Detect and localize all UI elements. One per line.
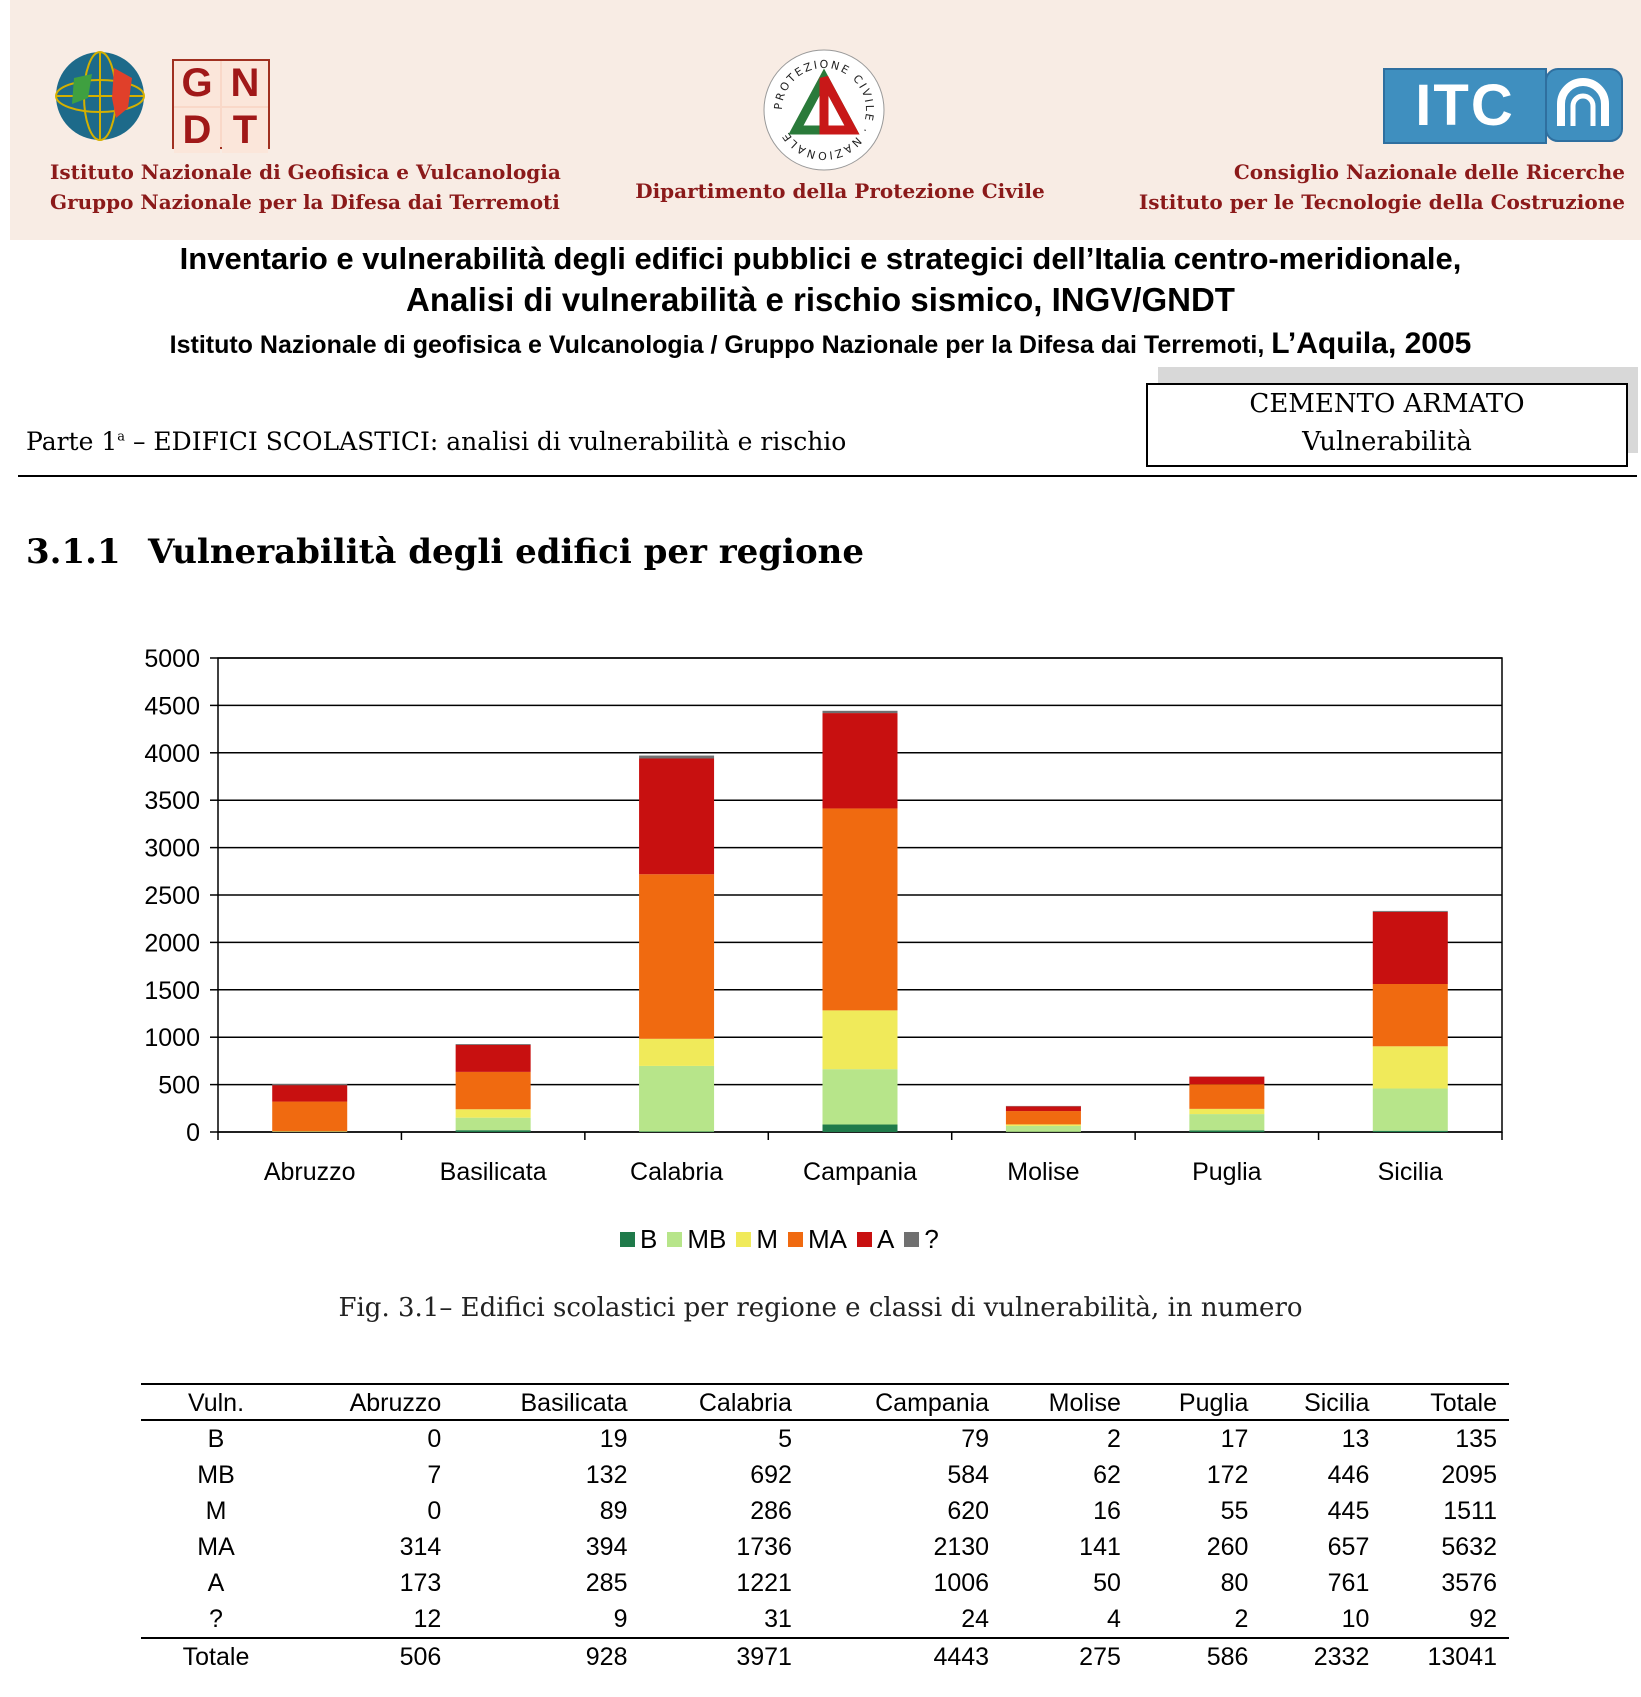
table-header-row <box>141 1384 1509 1420</box>
legend-label: M <box>756 1224 779 1254</box>
itc-logo <box>1383 68 1623 144</box>
cnr-swirl-icon <box>1545 68 1623 144</box>
table-cell: 10 <box>1341 1604 1370 1633</box>
cnr-institution <box>1139 157 1625 217</box>
document-title-line3 <box>0 327 1641 361</box>
chart-legend <box>620 1224 949 1255</box>
table-cell: 1511 <box>1443 1496 1497 1525</box>
table-cell: 132 <box>585 1460 628 1489</box>
bar-segment <box>456 1109 531 1117</box>
legend-label: ? <box>924 1224 939 1254</box>
bar-segment <box>272 1085 347 1101</box>
table-total-cell: 2332 <box>1260 1638 1381 1675</box>
table-total-row <box>141 1638 1509 1675</box>
table-column-header: Molise <box>1001 1384 1133 1420</box>
legend-swatch <box>620 1232 635 1247</box>
table-cell: 657 <box>1327 1532 1370 1561</box>
table-cell: 5 <box>778 1424 792 1453</box>
table-total-cell: 928 <box>453 1638 639 1675</box>
bar-segment <box>1006 1111 1081 1124</box>
part-text: – EDIFICI SCOLASTICI: analisi di vulnerabilità e rischio <box>125 427 847 456</box>
bar-segment <box>1373 984 1448 1046</box>
table-cell: 1006 <box>933 1568 990 1597</box>
table-cell: 620 <box>947 1496 990 1525</box>
y-tick-label: 4500 <box>144 692 200 721</box>
table-total-cell: Totale <box>141 1638 291 1675</box>
bar-segment <box>272 1131 347 1132</box>
bar-segment <box>1189 1077 1264 1085</box>
part-heading <box>26 427 846 456</box>
table-cell: 92 <box>1469 1604 1497 1633</box>
bar-segment <box>1006 1124 1081 1126</box>
table-cell: 260 <box>1206 1532 1249 1561</box>
topic-material: CEMENTO ARMATO <box>1249 389 1525 419</box>
section-heading <box>26 532 864 572</box>
bar-segment <box>456 1118 531 1131</box>
table-cell: 24 <box>961 1604 990 1633</box>
publication-place-year: L’Aquila, 2005 <box>1271 327 1472 360</box>
topic-subject: Vulnerabilità <box>1302 427 1472 457</box>
y-tick-label: 2000 <box>144 929 200 958</box>
legend-item <box>857 1224 894 1255</box>
bar-segment <box>456 1130 531 1132</box>
table-cell: 0 <box>427 1496 442 1525</box>
itc-logo-text: ITC <box>1383 68 1547 144</box>
document-title-line2: Analisi di vulnerabilità e rischio sismico, INGV/GNDT <box>406 281 1235 318</box>
ingv-globe-logo <box>54 48 146 144</box>
legend-swatch <box>857 1232 872 1247</box>
table-cell: 79 <box>961 1424 990 1453</box>
gndt-letter: G <box>174 61 220 106</box>
gndt-letter: T <box>222 108 268 153</box>
publisher: Istituto Nazionale di geofisica e Vulcanologia / Gruppo Nazionale per la Difesa dai Terremoti, <box>169 331 1265 359</box>
table-cell: 761 <box>1327 1568 1370 1597</box>
table-cell: 445 <box>1327 1496 1370 1525</box>
table-cell: MB <box>197 1460 235 1489</box>
table-cell: M <box>205 1496 227 1525</box>
table-column-header: Vuln. <box>141 1384 291 1420</box>
legend-label: B <box>640 1224 658 1254</box>
gndt-name: Gruppo Nazionale per la Difesa dai Terremoti <box>50 190 560 214</box>
protezione-civile-institution: Dipartimento della Protezione Civile <box>635 179 1045 203</box>
table-cell: 89 <box>599 1496 628 1525</box>
part-ordinal: a <box>117 429 126 445</box>
bar-segment <box>1189 1130 1264 1132</box>
table-cell: 446 <box>1327 1460 1370 1489</box>
table-cell: 692 <box>750 1460 792 1489</box>
section-title: Vulnerabilità degli edifici per regione <box>148 532 864 572</box>
legend-swatch <box>736 1232 751 1247</box>
table-column-header: Puglia <box>1133 1384 1261 1420</box>
bar-segment <box>1189 1084 1264 1109</box>
y-tick-label: 500 <box>158 1071 200 1100</box>
bar-segment <box>639 1039 714 1066</box>
table-total-cell: 275 <box>1001 1638 1133 1675</box>
table-column-header: Sicilia <box>1260 1384 1381 1420</box>
table-cell: 16 <box>1093 1496 1121 1525</box>
x-tick-label: Abruzzo <box>263 1158 356 1186</box>
table-column-header: Calabria <box>640 1384 804 1420</box>
bar-segment <box>639 756 714 759</box>
table-cell: 141 <box>1079 1532 1121 1561</box>
legend-item <box>736 1224 778 1255</box>
y-tick-label: 0 <box>186 1119 200 1147</box>
table-cell: 1221 <box>736 1568 792 1597</box>
bar-segment <box>823 711 898 713</box>
figure-caption: Fig. 3.1– Edifici scolastici per regione e classi di vulnerabilità, in numero <box>338 1293 1303 1323</box>
bar-segment <box>456 1072 531 1109</box>
bar-segment <box>456 1045 531 1072</box>
bar-segment <box>1189 1109 1264 1114</box>
gndt-letter: D <box>174 108 220 153</box>
x-tick-label: Basilicata <box>439 1158 547 1186</box>
legend-item <box>788 1224 847 1255</box>
x-tick-label: Sicilia <box>1377 1158 1443 1186</box>
gndt-logo <box>172 59 270 152</box>
bar-segment <box>272 1102 347 1132</box>
bar-segment <box>639 1066 714 1132</box>
bar-segment <box>1373 1046 1448 1088</box>
bar-segment <box>823 713 898 808</box>
table-column-header: Totale <box>1381 1384 1509 1420</box>
table-cell: 55 <box>1220 1496 1249 1525</box>
table-row <box>141 1457 1509 1493</box>
x-tick-label: Campania <box>803 1158 917 1186</box>
table-cell: B <box>207 1424 225 1453</box>
table-cell: 62 <box>1093 1460 1121 1489</box>
table-total-cell: 586 <box>1133 1638 1261 1675</box>
legend-item <box>904 1224 938 1255</box>
table-cell: 1736 <box>736 1532 792 1561</box>
gndt-letter: N <box>222 61 268 106</box>
table-cell: 4 <box>1106 1604 1121 1633</box>
table-cell: 394 <box>585 1532 628 1561</box>
bar-segment <box>1006 1106 1081 1111</box>
y-tick-label: 3000 <box>144 834 200 863</box>
table-cell: 285 <box>585 1568 628 1597</box>
table-cell: 13 <box>1341 1424 1370 1453</box>
table-cell: 2095 <box>1441 1460 1497 1489</box>
table-total-cell: 13041 <box>1381 1638 1509 1675</box>
legend-swatch <box>667 1232 682 1247</box>
table-total-cell: 3971 <box>640 1638 804 1675</box>
table-cell: 3576 <box>1441 1568 1497 1597</box>
document-title-line1: Inventario e vulnerabilità degli edifici pubblici e strategici dell’Italia centro-meridionale, <box>179 241 1462 276</box>
bar-segment <box>1373 1131 1448 1132</box>
x-tick-label: Puglia <box>1192 1158 1262 1186</box>
bar-segment <box>823 1125 898 1132</box>
bar-segment <box>456 1044 531 1045</box>
legend-item <box>667 1224 726 1255</box>
section-number: 3.1.1 <box>26 532 121 572</box>
table-cell: 9 <box>613 1604 628 1633</box>
table-total-cell: 4443 <box>804 1638 1001 1675</box>
table-cell: 5632 <box>1441 1532 1497 1561</box>
table-cell: ? <box>209 1604 223 1633</box>
table-cell: A <box>207 1568 225 1597</box>
y-tick-label: 3500 <box>144 787 200 816</box>
table-cell: 2 <box>1106 1424 1121 1453</box>
cnr-name: Consiglio Nazionale delle Ricerche <box>1233 160 1625 184</box>
bar-segment <box>823 1069 898 1124</box>
bar-segment <box>639 758 714 874</box>
table-cell: 286 <box>750 1496 792 1525</box>
table-cell: 31 <box>764 1604 792 1633</box>
bar-segment <box>1006 1126 1081 1132</box>
table-cell: 314 <box>399 1532 442 1561</box>
table-cell: 0 <box>427 1424 442 1453</box>
bar-segment <box>823 808 898 1010</box>
bar-segment <box>1373 911 1448 912</box>
protezione-civile-seal <box>762 48 886 172</box>
table-row <box>141 1493 1509 1529</box>
table-cell: 2 <box>1234 1604 1249 1633</box>
legend-swatch <box>788 1232 803 1247</box>
legend-swatch <box>904 1232 919 1247</box>
table-cell: 12 <box>413 1604 442 1633</box>
table-cell: 80 <box>1220 1568 1249 1597</box>
y-tick-label: 2500 <box>144 882 200 910</box>
bar-segment <box>639 874 714 1039</box>
table-cell: MA <box>197 1532 235 1561</box>
stacked-bar-chart <box>110 630 1530 1200</box>
table-cell: 17 <box>1220 1424 1249 1453</box>
table-cell: 19 <box>599 1424 628 1453</box>
bar-segment <box>823 1010 898 1069</box>
data-table <box>141 1383 1509 1675</box>
legend-label: A <box>877 1224 895 1254</box>
legend-label: MA <box>808 1224 848 1254</box>
table-row <box>141 1420 1509 1457</box>
bar-segment <box>1373 1088 1448 1130</box>
table-cell: 172 <box>1206 1460 1249 1489</box>
y-tick-label: 1000 <box>144 1024 200 1053</box>
table-cell: 7 <box>427 1460 442 1489</box>
bar-segment <box>1189 1114 1264 1130</box>
table-row <box>141 1565 1509 1601</box>
bar-segment <box>1373 912 1448 984</box>
table-cell: 135 <box>1455 1424 1497 1453</box>
header-rule <box>18 475 1637 477</box>
table-cell: 584 <box>947 1460 990 1489</box>
seal-text: PROTEZIONE CIVILE · NAZIONALE <box>771 57 877 163</box>
table-cell: 173 <box>399 1568 442 1597</box>
table-column-header: Campania <box>804 1384 1001 1420</box>
y-tick-label: 5000 <box>144 645 200 673</box>
table-column-header: Abruzzo <box>291 1384 453 1420</box>
ingv-institution <box>50 157 561 217</box>
table-cell: 50 <box>1093 1568 1121 1597</box>
table-row <box>141 1601 1509 1638</box>
x-tick-label: Molise <box>1007 1158 1080 1186</box>
y-tick-label: 4000 <box>144 739 200 768</box>
topic-box <box>1146 383 1628 467</box>
part-prefix: Parte 1 <box>26 427 118 456</box>
ingv-name: Istituto Nazionale di Geofisica e Vulcanologia <box>50 160 561 184</box>
itc-name: Istituto per le Tecnologie della Costruzione <box>1138 190 1625 214</box>
table-total-cell: 506 <box>291 1638 453 1675</box>
legend-item <box>620 1224 657 1255</box>
table-column-header: Basilicata <box>453 1384 639 1420</box>
table-row <box>141 1529 1509 1565</box>
x-tick-label: Calabria <box>630 1158 724 1186</box>
y-tick-label: 1500 <box>144 976 200 1005</box>
legend-label: MB <box>687 1224 727 1254</box>
table-cell: 2130 <box>933 1532 990 1561</box>
bar-segment <box>272 1084 347 1085</box>
